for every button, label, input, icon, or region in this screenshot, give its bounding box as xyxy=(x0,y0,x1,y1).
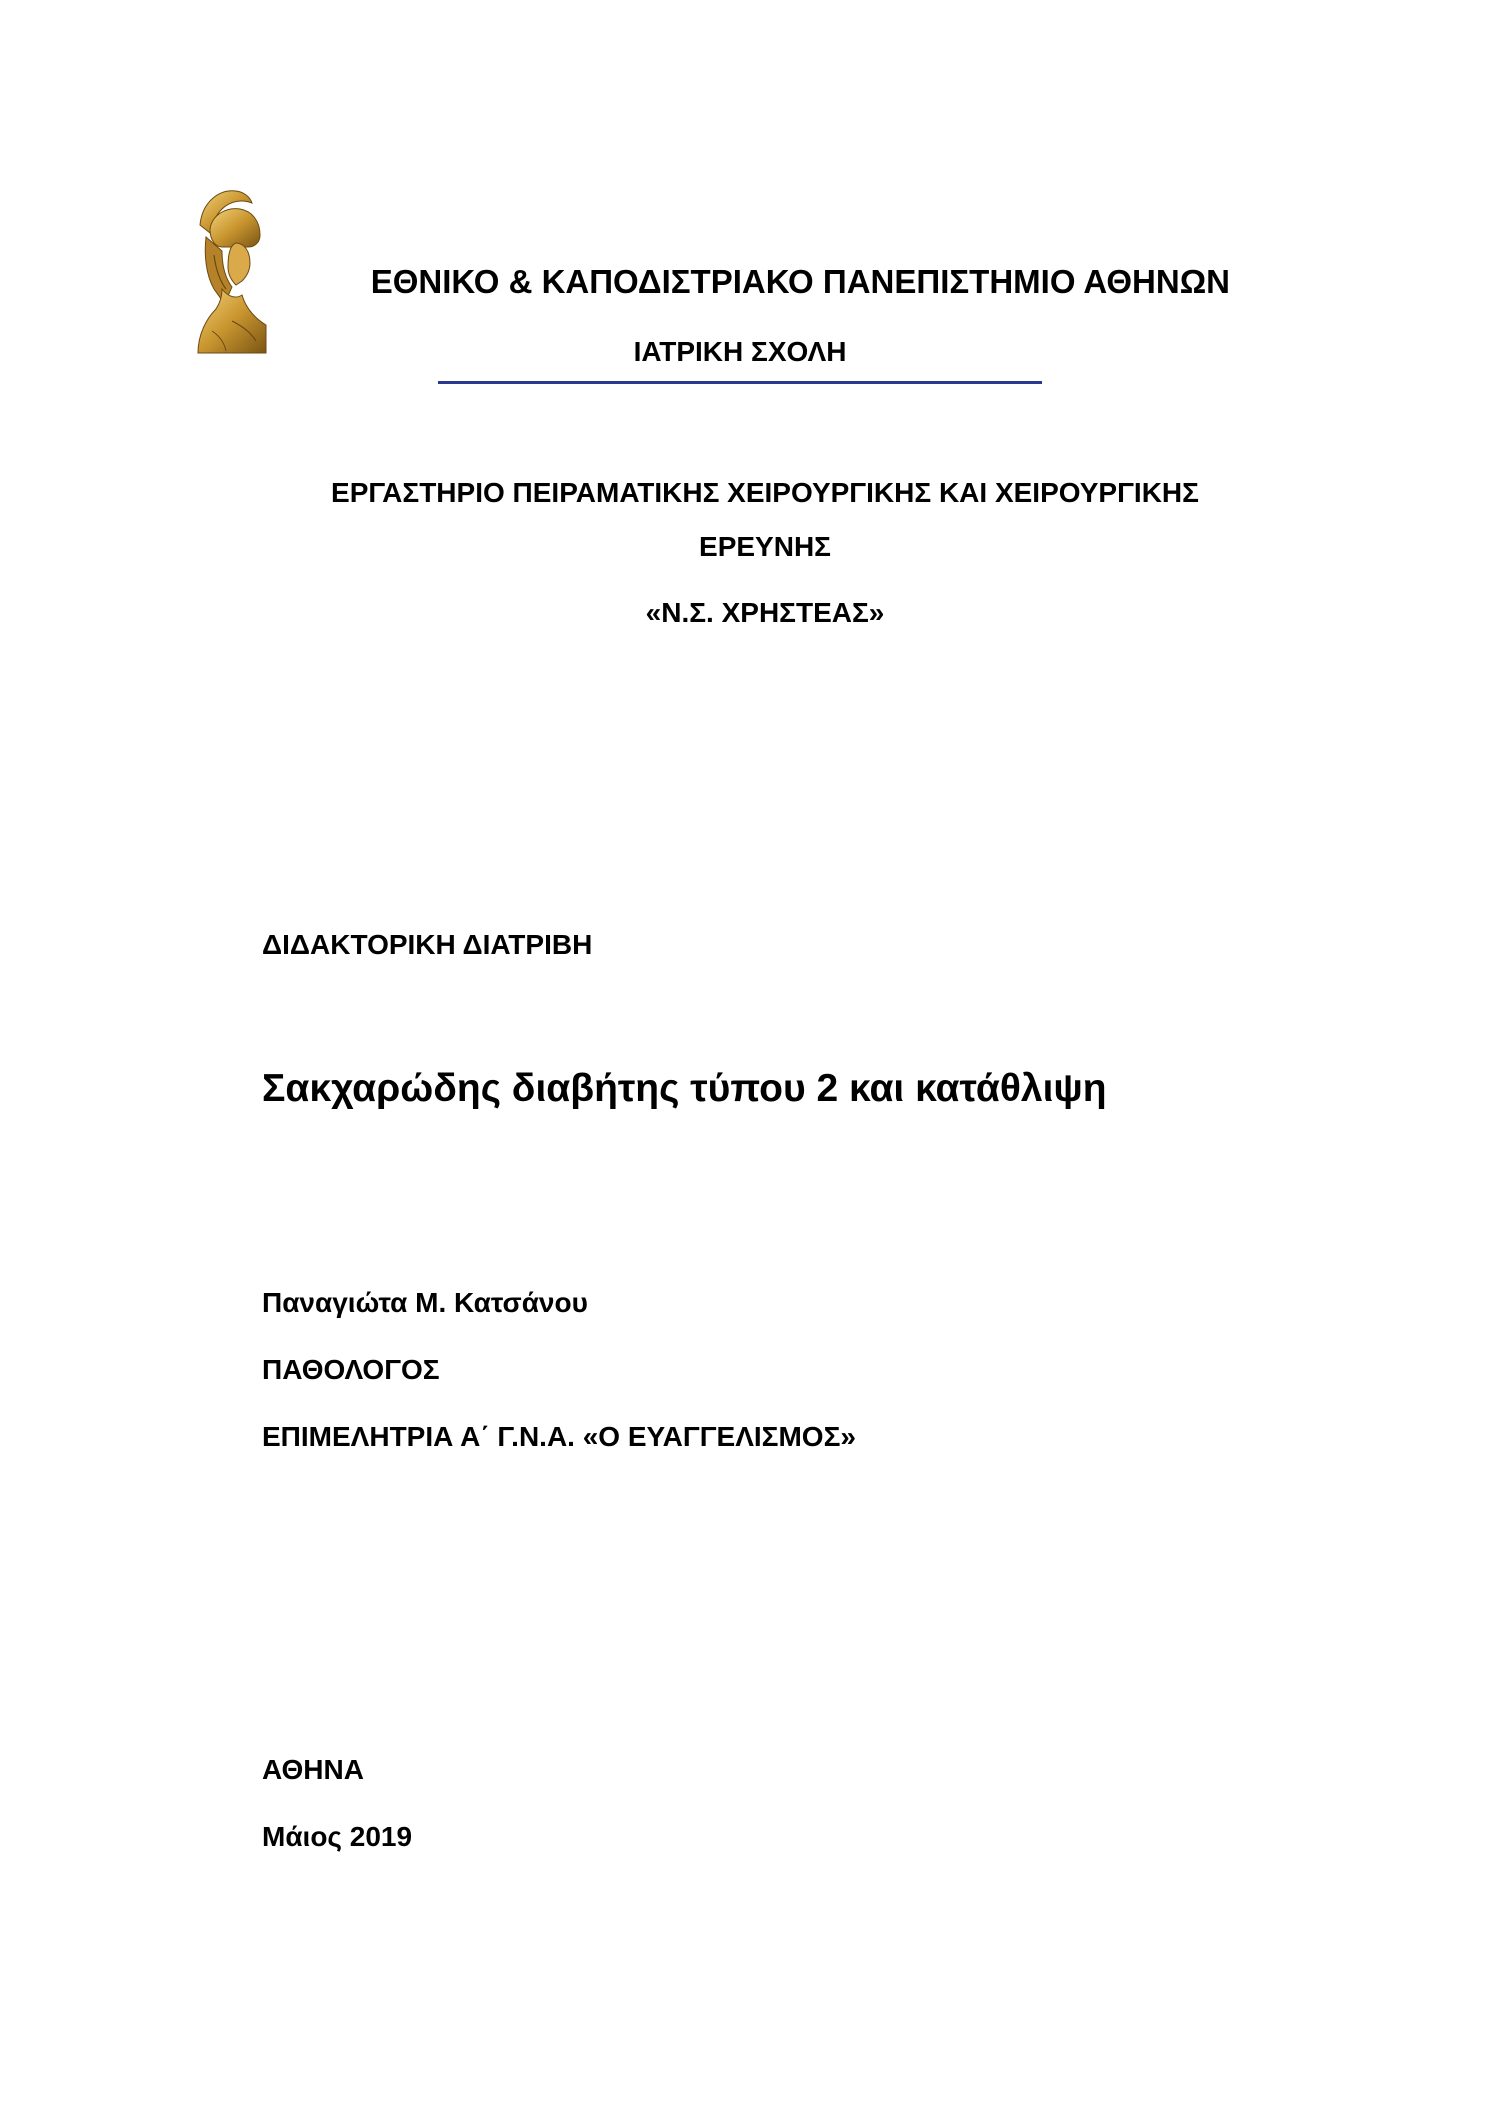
author-position: ΕΠΙΜΕΛΗΤΡΙΑ Α΄ Γ.Ν.Α. «Ο ΕΥΑΓΓΕΛΙΣΜΟΣ» xyxy=(262,1421,856,1452)
laboratory-name-line1: ΕΡΓΑΣΤΗΡΙΟ ΠΕΙΡΑΜΑΤΙΚΗΣ ΧΕΙΡΟΥΡΓΙΚΗΣ ΚΑΙ ΧΕΙΡΟΥΡΓΙΚΗΣ xyxy=(331,477,1199,508)
header-divider xyxy=(438,381,1042,384)
author-specialty: ΠΑΘΟΛΟΓΟΣ xyxy=(262,1354,440,1385)
laboratory-name-line3: «Ν.Σ. ΧΡΗΣΤΕΑΣ» xyxy=(645,597,885,628)
university-name: ΕΘΝΙΚΟ & ΚΑΠΟΔΙΣΤΡΙΑΚΟ ΠΑΝΕΠΙΣΤΗΜΙΟ ΑΘΗΝΩΝ xyxy=(370,263,1230,300)
school-name: ΙΑΤΡΙΚΗ ΣΧΟΛΗ xyxy=(633,336,847,367)
city: ΑΘΗΝΑ xyxy=(262,1754,364,1785)
laboratory-name-line2: ΕΡΕΥΝΗΣ xyxy=(699,531,831,562)
thesis-type: ΔΙΔΑΚΤΟΡΙΚΗ ΔΙΑΤΡΙΒΗ xyxy=(262,929,593,960)
date: Μάιος 2019 xyxy=(262,1821,413,1852)
author-name: Παναγιώτα Μ. Κατσάνου xyxy=(262,1287,588,1318)
thesis-title: Σακχαρώδης διαβήτης τύπου 2 και κατάθλιψη xyxy=(262,1067,1107,1110)
